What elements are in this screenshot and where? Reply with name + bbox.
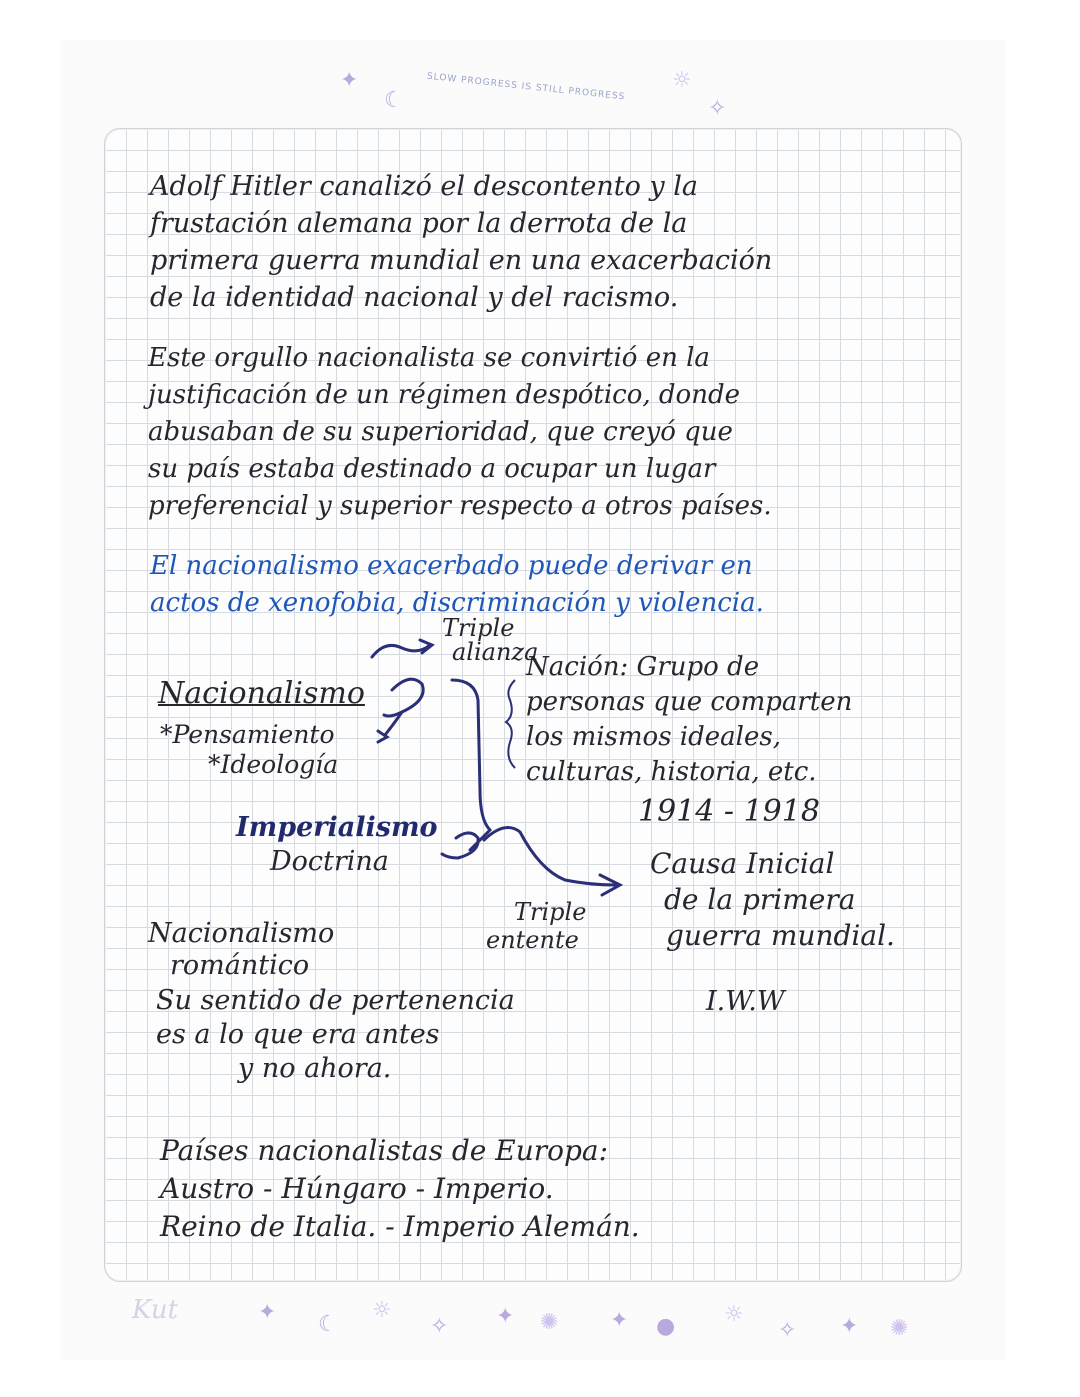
sun-icon: ☼ (372, 1298, 392, 1323)
text-line: de la identidad nacional y del racismo. (150, 282, 679, 313)
sentido-text: Su sentido de pertenencia es a lo que era antes y no ahora. (156, 985, 515, 1084)
triple-entente-label: Triple entente (486, 898, 587, 954)
moon-icon: ● (656, 1314, 676, 1339)
arrow-to-causa (484, 828, 615, 886)
brand-logo: Kut (132, 1295, 179, 1325)
sparkle-icon: ✦ (258, 1300, 277, 1325)
sparkle-icon: ✦ (496, 1304, 515, 1329)
text-line: justificación de un régimen despótico, donde (148, 380, 740, 410)
sun-icon: ✺ (890, 1316, 909, 1341)
pensamiento-label: *Pensamiento (160, 720, 335, 749)
curl-nacionalismo (384, 679, 423, 716)
iww-label: I.W.W (706, 986, 785, 1017)
imperialismo-label: Imperialismo (236, 812, 438, 843)
sun-icon: ✺ (540, 1310, 559, 1335)
countries-line: Reino de Italia. - Imperio Alemán. (160, 1210, 640, 1243)
text-line: actos de xenofobia, discriminación y violencia. (150, 588, 764, 618)
countries-list (160, 1132, 640, 1246)
causa-label: Causa Inicial de la primera guerra mundial. (650, 847, 895, 952)
ideologia-label: *Ideología (208, 750, 339, 779)
doctrina-label: Doctrina (270, 846, 389, 877)
text-line: primera guerra mundial en una exacerbación (150, 245, 773, 276)
star-icon: ✧ (778, 1318, 797, 1343)
bracket-brace (452, 680, 490, 850)
text-line: abusaban de su superioridad, que creyó que (148, 417, 733, 447)
sparkle-icon: ✦ (340, 68, 359, 93)
text-line: El nacionalismo exacerbado puede derivar en (150, 551, 753, 581)
text-line: su país estaba destinado a ocupar un lugar (148, 454, 716, 484)
star-icon: ✧ (708, 96, 727, 121)
sparkle-icon: ✦ (610, 1308, 629, 1333)
text-line: Adolf Hitler canalizó el descontento y la (150, 171, 698, 202)
years-label: 1914 - 1918 (638, 794, 820, 829)
sparkle-icon: ✦ (840, 1314, 859, 1339)
countries-title: Países nacionalistas de Europa: (160, 1134, 609, 1167)
star-icon: ✧ (430, 1314, 449, 1339)
nacionalismo-romantico-label: Nacionalismo romántico (148, 918, 335, 981)
text-line: Este orgullo nacionalista se convirtió en la (148, 343, 710, 373)
sun-icon: ☼ (672, 68, 692, 93)
moon-icon: ☾ (384, 88, 404, 113)
header-motto: SLOW PROGRESS IS STILL PROGRESS (426, 71, 626, 103)
arrow-to-triple-alianza (372, 645, 430, 657)
moon-icon: ☾ (318, 1312, 338, 1337)
triple-alianza-label: Triple alianza (442, 614, 539, 666)
text-line: frustación alemana por la derrota de la (150, 208, 688, 239)
sun-icon: ☼ (724, 1302, 744, 1327)
nacion-definition: Nación: Grupo de personas que comparten los mismos ideales, culturas, historia, etc. (526, 652, 853, 787)
brace-nacion (506, 680, 515, 768)
text-line: preferencial y superior respecto a otros países. (148, 491, 772, 521)
nacionalismo-label: Nacionalismo (158, 676, 365, 711)
countries-line: Austro - Húngaro - Imperio. (160, 1172, 554, 1205)
